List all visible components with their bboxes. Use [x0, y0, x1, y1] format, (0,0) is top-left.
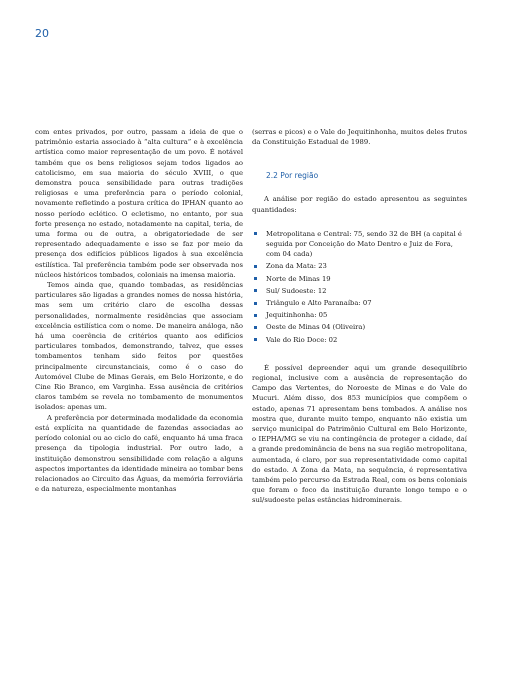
- body-paragraph: Temos ainda que, quando tombadas, as residências particulares são ligadas a grandes nomes de nossa história, mas sem um critério claro de escolha dessas personalidades, normalmente residências que associam excelência estilística com o nome. De maneira análoga, não há uma coerência de critérios quanto aos edifícios particulares tombados, demonstrando, talvez, que esses tombamentos tenham sido feitos por questões principalmente circunstanciais, como é o caso do Automóvel Clube de Minas Gerais, em Belo Horizonte, e do Cine Rio Branco, em Varginha. Essa ausência de critérios claros também se revela no tombamento de monumentos isolados: apenas um.: [35, 281, 243, 412]
- list-item-text: Zona da Mata: 23: [266, 262, 327, 271]
- list-item-text: Norte de Minas 19: [266, 274, 331, 283]
- list-item: [252, 335, 467, 345]
- bullet-icon: [254, 277, 257, 280]
- bullet-icon: [254, 302, 257, 305]
- bullet-icon: [254, 232, 257, 235]
- list-item-text: Jequitinhonha: 05: [266, 311, 328, 320]
- list-item-text: Sul/ Sudoeste: 12: [266, 286, 327, 295]
- list-item-text: Oeste de Minas 04 (Oliveira): [266, 323, 366, 332]
- section-intro: A análise por região do estado apresentou as seguintes quantidades:: [252, 195, 467, 214]
- bullet-icon: [254, 326, 257, 329]
- list-item: [252, 298, 467, 308]
- section-heading: 2.2 Por região: [266, 171, 319, 181]
- list-item: [252, 310, 467, 320]
- list-item-text: Triângulo e Alto Paranaíba: 07: [266, 299, 372, 308]
- right-column: [252, 127, 467, 506]
- left-column: [35, 127, 243, 494]
- region-list: [252, 229, 467, 345]
- bullet-icon: [254, 314, 257, 317]
- bullet-icon: [254, 338, 257, 341]
- list-item-text: Vale do Rio Doce: 02: [266, 335, 338, 344]
- body-paragraph: (serras e picos) e o Vale do Jequitinhonha, muitos deles frutos da Constituição Estadual de 1989.: [252, 128, 467, 147]
- bullet-icon: [254, 265, 257, 268]
- list-item: [252, 229, 467, 260]
- list-item-text: Metropolitana e Central: 75, sendo 32 de BH (a capital é seguida por Conceição do Mato Dentro e Juiz de Fora, com 04 cada): [266, 229, 462, 259]
- page-number: 20: [35, 27, 49, 40]
- body-paragraph: A preferência por determinada modalidade da economia está explícita na quantidade de fazendas associadas ao período colonial ou ao ciclo do café, enquanto há uma fraca presença da tipologia industrial. Por outro lado, a instituição demonstrou sensibilidade com relação a alguns aspectos importantes da identidade mineira ao tombar bens relacionados ao Circuito das Águas, da memória ferroviária e da natureza, especialmente montanhas: [35, 413, 243, 494]
- body-paragraph: com entes privados, por outro, passam a ideia de que o patrimônio estaria associado à “alta cultura” e à excelência artística como maior representação de um povo. É notável também que os bens religiosos sejam todos ligados ao catolicismo, em sua maioria do século XVIII, o que demonstra pouca sensibilidade para outras tradições religiosas e uma preferência para o período colonial, novamente refletindo a postura crítica do IPHAN quanto ao nosso período eclético. O ecletismo, no entanto, por sua forte presença no estado, notadamente na capital, teria, de uma forma ou de outra, a obrigatoriedade de ser representado adequadamente e isso se faz por meio da presença dos edifícios públicos ligados à sua excelência estilística. Tal preferência também pode ser observada nos núcleos históricos tombados, coloniais na imensa maioria.: [35, 128, 243, 279]
- list-item: [252, 286, 467, 296]
- list-item: [252, 261, 467, 271]
- bullet-icon: [254, 289, 257, 292]
- list-item: [252, 322, 467, 332]
- body-paragraph: É possível depreender aqui um grande desequilíbrio regional, inclusive com a ausência de representação do Campo das Vertentes, do Noroeste de Minas e do Vale do Mucuri. Além disso, dos 853 municípios que compõem o estado, apenas 71 apresentam bens tombados. A análise nos mostra que, durante muito tempo, enquanto não existia um serviço municipal do Patrimônio Cultural em Belo Horizonte, o IEPHA/MG se viu na contingência de proteger a cidade, daí a grande predominância de bens na sua região metropolitana, aumentada, é claro, por sua representatividade como capital do estado. A Zona da Mata, na sequência, é representativa também pelo percurso da Estrada Real, com os bens coloniais que foram o foco da instituição durante longo tempo e o sul/sudoeste pelas estâncias hidrominerais.: [252, 363, 467, 505]
- list-item: [252, 274, 467, 284]
